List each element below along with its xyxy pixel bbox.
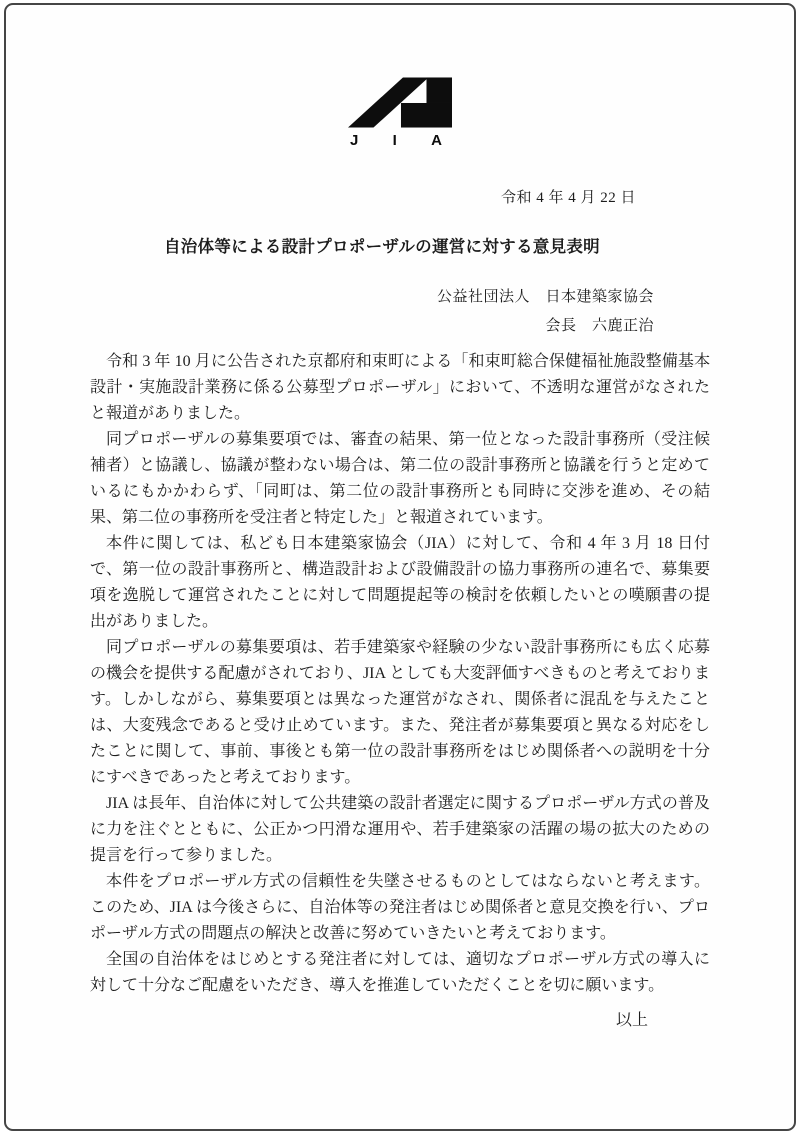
logo-letter-a: A — [431, 132, 442, 149]
closing-ijou: 以上 — [615, 1012, 648, 1029]
document-title: 自治体等による設計プロポーザルの運営に対する意見表明 — [164, 237, 600, 256]
body-paragraph: 全国の自治体をはじめとする発注者に対しては、適切なプロポーザル方式の導入に対して十分なご配慮をいただき、導入を推進していただくことを切に願います。 — [90, 951, 710, 994]
signature-president: 会長 六鹿正治 — [545, 318, 654, 334]
body-paragraph: 同プロポーザルの募集要項では、審査の結果、第一位となった設計事務所（受注候補者）と協議し、協議が整わない場合は、第二位の設計事務所と協議を行うと定めているにもかかわらず、「同町は、第二位の設計事務所とも同時に交渉を進め、その結果、第二位の事務所を受注者と特定した」と報道されています。 — [90, 431, 710, 526]
signature-block — [90, 283, 710, 341]
jia-logo — [348, 77, 452, 148]
date-line: 令和 4 年 4 月 22 日 — [500, 190, 636, 206]
paragraph-group — [90, 349, 710, 531]
signature-org: 公益社団法人 日本建築家協会 — [436, 289, 654, 305]
body-paragraph: 同プロポーザルの募集要項は、若手建築家や経験の少ない設計事務所にも広く応募の機会を提供する配慮がされており、JIA としても大変評価すべきものと考えております。しかしながら、募集要項とは異なった運営がなされ、関係者に混乱を与えたことは、大変残念であると受け止めています。また、発注者が募集要項と異なる対応をしたことに関して、事前、事後とも第一位の設計事務所をはじめ関係者への説明を十分にすべきであったと考えております。 — [90, 639, 710, 786]
body-paragraph: 本件をプロポーザル方式の信頼性を失墜させるものとしてはならないと考えます。このため、JIA は今後さらに、自治体等の発注者はじめ関係者と意見交換を行い、プロポーザル方式の問題点の解決と改善に努めていきたいと考えております。 — [90, 873, 710, 942]
paragraph-group — [90, 531, 710, 635]
document-page — [4, 3, 796, 1131]
body-paragraph: 令和 3 年 10 月に公告された京都府和束町による「和束町総合保健福祉施設整備基本設計・実施設計業務に係る公募型プロポーザル」において、不透明な運営がなされたと報道がありました。 — [90, 353, 710, 422]
paragraph-group — [90, 635, 710, 791]
paragraph-group — [90, 791, 710, 999]
logo-letter-j: J — [350, 132, 359, 149]
body-paragraph: 本件に関しては、私ども日本建築家協会（JIA）に対して、令和 4 年 3 月 18 日付で、第一位の設計事務所と、構造設計および設備設計の協力事務所の連名で、募集要項を逸脱して運営されたことに対して問題提起等の検討を依頼したいとの嘆願書の提出がありました。 — [90, 535, 710, 630]
document-body — [90, 349, 710, 1034]
jia-logo-letters — [348, 133, 452, 148]
logo-letter-i: I — [392, 132, 397, 149]
body-paragraph: JIA は長年、自治体に対して公共建築の設計者選定に関するプロポーザル方式の普及に力を注ぐとともに、公正かつ円滑な運用や、若手建築家の活躍の場の拡大のための提言を行って参りました。 — [90, 795, 710, 864]
jia-logo-icon — [348, 77, 452, 128]
